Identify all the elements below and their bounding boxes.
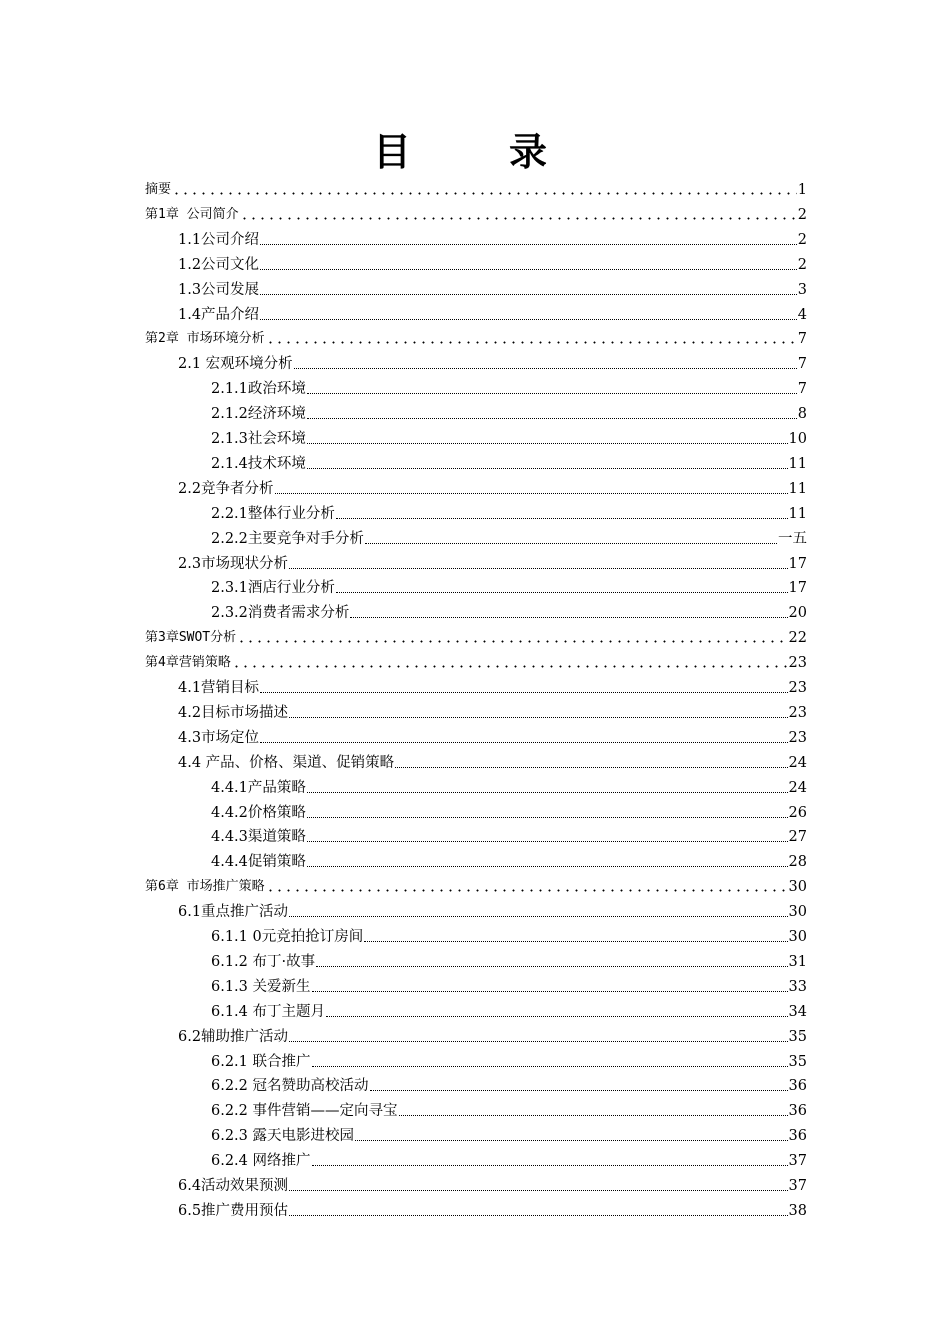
toc-entry[interactable] (178, 300, 807, 324)
toc-page-number: 20 (788, 605, 807, 622)
toc-entry-label: 6.1.4 布丁主题月 (211, 1003, 326, 1020)
toc-entry-label: 第2章 市场环境分析 (145, 331, 265, 347)
toc-entry[interactable] (211, 1071, 807, 1095)
toc-page-number: 2 (797, 231, 807, 248)
toc-leader-dots (289, 567, 787, 569)
toc-entry-label: 2.1.1政治环境 (211, 381, 306, 398)
toc-page-number: 1 (797, 182, 807, 198)
toc-entry[interactable] (211, 798, 807, 822)
toc-entry[interactable] (211, 499, 807, 523)
toc-entry-label: 6.2.3 露天电影进校园 (211, 1128, 355, 1145)
toc-entry-label: 2.3市场现状分析 (178, 555, 289, 572)
toc-leader-dots (289, 1214, 787, 1216)
toc-entry[interactable] (211, 997, 807, 1021)
toc-page-number: 38 (788, 1202, 807, 1219)
toc-entry-label: 2.2.1整体行业分析 (211, 505, 335, 522)
toc-entry[interactable] (178, 1171, 807, 1195)
toc-entry-label: 4.3市场定位 (178, 729, 260, 746)
toc-leader-dots (395, 766, 787, 768)
toc-leader-dots (307, 392, 797, 394)
toc-entry[interactable] (211, 424, 807, 448)
toc-entry[interactable] (178, 349, 807, 373)
toc-entry-label: 4.1营销目标 (178, 680, 260, 696)
toc-page-number: 36 (788, 1128, 807, 1145)
toc-entry-label: 摘要 (145, 182, 172, 197)
toc-page-number: 26 (788, 804, 807, 821)
toc-leader-dots (307, 791, 788, 793)
toc-entry-label: 第6章 市场推广策略 (145, 879, 265, 895)
toc-entry[interactable] (211, 449, 807, 473)
toc-entry[interactable] (145, 175, 807, 199)
toc-entry-label: 2.1.2经济环境 (211, 406, 306, 423)
toc-leader-dots (307, 865, 788, 867)
toc-leader-dots (289, 1189, 787, 1191)
toc-entry[interactable] (178, 723, 807, 747)
toc-entry[interactable] (211, 1146, 807, 1170)
toc-page-number: 30 (788, 879, 807, 896)
toc-entry[interactable] (211, 773, 807, 797)
toc-page-number: 36 (788, 1078, 807, 1095)
toc-entry-label: 6.2.4 网络推广 (211, 1153, 311, 1170)
toc-entry-label: 2.2.2主要竞争对手分析 (211, 530, 364, 547)
toc-leader-dots (316, 965, 787, 967)
toc-entry[interactable] (145, 200, 807, 224)
toc-leader-dots (312, 990, 788, 992)
toc-page-number: 27 (788, 829, 807, 846)
toc-entry-label: 6.2.1 联合推广 (211, 1053, 311, 1070)
toc-entry[interactable] (178, 1196, 807, 1220)
toc-leader-dots (275, 492, 788, 494)
toc-entry-label: 2.1.4技术环境 (211, 455, 306, 472)
toc-page-number: 7 (797, 331, 807, 348)
toc-entry[interactable] (211, 922, 807, 946)
toc-page-number: 37 (788, 1178, 807, 1194)
toc-page-number: 23 (788, 680, 807, 696)
toc-page-number: 8 (797, 406, 807, 423)
toc-entry-label: 第1章 公司简介 (145, 206, 239, 222)
toc-leader-dots (260, 691, 787, 693)
toc-entry-label: 2.3.1酒店行业分析 (211, 580, 335, 597)
toc-page-number: 10 (788, 431, 807, 447)
toc-leader-dots (326, 1015, 788, 1017)
toc-leader-dots (260, 243, 797, 245)
toc-page-number: 35 (788, 1053, 807, 1070)
toc-page-number: 33 (788, 978, 807, 995)
toc-entry[interactable] (145, 324, 807, 348)
toc-entry[interactable] (178, 250, 807, 274)
toc-leader-dots (260, 293, 797, 295)
toc-entry[interactable] (211, 972, 807, 996)
toc-entry-label: 6.1重点推广活动 (178, 904, 289, 921)
toc-entry-label: 2.3.2消费者需求分析 (211, 605, 350, 622)
toc-leader-dots (312, 1164, 788, 1166)
page-title: 目 录 (372, 130, 577, 174)
toc-page-number: 11 (788, 480, 807, 497)
toc-entry[interactable] (211, 399, 807, 423)
toc-leader-dots (289, 716, 787, 718)
toc-entry-label: 4.4 产品、价格、渠道、促销策略 (178, 754, 395, 771)
toc-entry-label: 6.2.2 事件营销——定向寻宝 (211, 1103, 398, 1120)
toc-page-number: 17 (788, 555, 807, 572)
toc-entry[interactable] (178, 673, 807, 697)
toc-leader-dots (237, 640, 787, 643)
toc-page-number: 11 (788, 455, 807, 472)
toc-page-number: 30 (788, 904, 807, 921)
toc-page-number: 23 (788, 655, 807, 672)
toc-entry-label: 6.2辅助推广活动 (178, 1028, 289, 1045)
toc-page-number: 17 (788, 580, 807, 597)
toc-entry-label: 第4章营销策略 (145, 655, 231, 671)
toc-page-number: 34 (788, 1003, 807, 1020)
toc-leader-dots (232, 665, 788, 668)
toc-entry[interactable] (145, 623, 807, 647)
toc-leader-dots (365, 542, 777, 544)
toc-leader-dots (364, 940, 787, 942)
toc-leader-dots (260, 741, 787, 743)
toc-entry[interactable] (178, 698, 807, 722)
toc-entry-label: 6.1.1 0元竞拍抢订房间 (211, 929, 364, 945)
toc-entry[interactable] (211, 847, 807, 871)
toc-page-number: 7 (797, 381, 807, 398)
toc-entry-label: 2.1.3社会环境 (211, 431, 306, 447)
toc-page-number: 3 (797, 281, 807, 298)
toc-entry[interactable] (178, 748, 807, 772)
toc-leader-dots (172, 192, 797, 195)
toc-entry[interactable] (211, 822, 807, 846)
toc-entry[interactable] (178, 275, 807, 299)
toc-entry-label: 1.4产品介绍 (178, 306, 260, 323)
toc-page-number: 一五 (778, 530, 807, 547)
toc-leader-dots (266, 889, 788, 892)
toc-page-number: 22 (788, 630, 807, 647)
toc-entry-label: 第3章SWOT分析 (145, 630, 237, 646)
toc-leader-dots (266, 341, 797, 344)
toc-entry-label: 6.2.2 冠名赞助高校活动 (211, 1078, 369, 1095)
toc-entry-label: 4.4.1产品策略 (211, 779, 306, 796)
toc-leader-dots (350, 616, 787, 618)
toc-entry[interactable] (178, 1022, 807, 1046)
toc-page-number: 37 (788, 1153, 807, 1170)
toc-page-number: 23 (788, 729, 807, 746)
toc-entry-label: 6.1.3 关爱新生 (211, 978, 311, 995)
toc-entry-label: 1.2公司文化 (178, 256, 260, 273)
toc-entry-label: 1.3公司发展 (178, 281, 260, 298)
toc-entry[interactable] (178, 474, 807, 498)
toc-entry-label: 6.4活动效果预测 (178, 1178, 289, 1194)
toc-leader-dots (294, 367, 797, 369)
toc-page-number: 24 (788, 754, 807, 771)
toc-entry[interactable] (211, 524, 807, 548)
toc-page-number: 24 (788, 779, 807, 796)
toc-entry-label: 2.2竞争者分析 (178, 480, 274, 497)
toc-entry-label: 6.5推广费用预估 (178, 1202, 289, 1219)
toc-leader-dots (399, 1114, 788, 1116)
toc-page-number: 7 (797, 356, 807, 373)
toc-page-number: 35 (788, 1028, 807, 1045)
toc-leader-dots (370, 1089, 788, 1091)
toc-page-number: 36 (788, 1103, 807, 1120)
toc-entry-label: 4.4.3渠道策略 (211, 829, 306, 846)
toc-entry[interactable] (145, 648, 807, 672)
toc-entry[interactable] (211, 374, 807, 398)
toc-leader-dots (355, 1139, 788, 1141)
toc-entry-label: 1.1公司介绍 (178, 231, 260, 248)
toc-page-number: 28 (788, 854, 807, 871)
toc-page-number: 23 (788, 704, 807, 721)
toc-entry[interactable] (211, 573, 807, 597)
toc-entry[interactable] (211, 1047, 807, 1071)
toc-entry[interactable] (178, 897, 807, 921)
toc-page-number: 2 (797, 256, 807, 273)
toc-entry[interactable] (211, 1096, 807, 1120)
toc-page-number: 31 (788, 953, 807, 970)
toc-entry-label: 2.1 宏观环境分析 (178, 356, 293, 373)
toc-leader-dots (289, 915, 787, 917)
toc-leader-dots (260, 268, 797, 270)
toc-entry-label: 6.1.2 布丁·故事 (211, 953, 316, 970)
toc-entry[interactable] (178, 225, 807, 249)
toc-entry[interactable] (178, 549, 807, 573)
toc-page-number: 2 (797, 206, 807, 223)
toc-leader-dots (307, 467, 788, 469)
toc-leader-dots (289, 1040, 787, 1042)
toc-entry[interactable] (211, 947, 807, 971)
toc-page-number: 11 (788, 505, 807, 522)
toc-leader-dots (260, 318, 797, 320)
toc-entry[interactable] (145, 872, 807, 896)
toc-entry[interactable] (211, 598, 807, 622)
toc-leader-dots (307, 840, 788, 842)
toc-page-number: 30 (788, 929, 807, 945)
toc-leader-dots (307, 816, 788, 818)
toc-leader-dots (307, 417, 797, 419)
toc-leader-dots (307, 442, 788, 444)
toc-leader-dots (336, 591, 788, 593)
toc-leader-dots (336, 517, 788, 519)
toc-page-number: 4 (797, 306, 807, 323)
toc-leader-dots (240, 217, 797, 220)
toc-entry[interactable] (211, 1121, 807, 1145)
toc-entry-label: 4.4.2价格策略 (211, 804, 306, 821)
toc-entry-label: 4.4.4促销策略 (211, 854, 306, 871)
toc-entry-label: 4.2目标市场描述 (178, 704, 289, 721)
toc-leader-dots (312, 1065, 788, 1067)
